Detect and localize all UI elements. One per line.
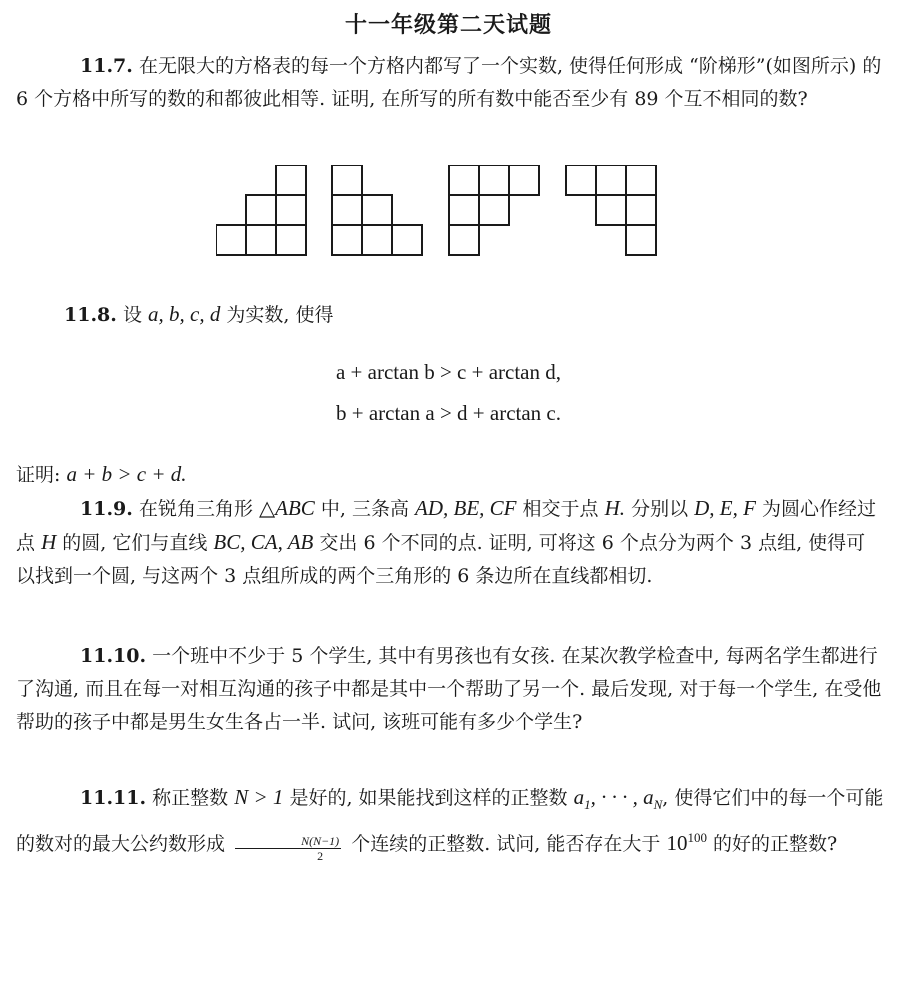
math-fraction bbox=[235, 834, 341, 863]
problem-text: 为圆心作经过点 bbox=[16, 498, 877, 554]
staircase-figures bbox=[216, 165, 686, 260]
problem-text: 中, 三条高 bbox=[320, 498, 409, 520]
problem-number: 11.9. bbox=[80, 498, 133, 520]
problem-11-10 bbox=[16, 640, 884, 739]
fraction-denominator: 2 bbox=[317, 849, 324, 864]
conclusion-expression: a + b > c + d. bbox=[66, 462, 187, 486]
problem-11-8 bbox=[16, 298, 884, 332]
staircase-figure-1 bbox=[216, 165, 306, 255]
math-point: H bbox=[41, 530, 57, 554]
equation-text: a + arctan b > c + arctan d, bbox=[335, 360, 561, 384]
math-subscript: 1 bbox=[584, 797, 591, 813]
problem-11-11 bbox=[16, 781, 884, 863]
problem-number: 11.7. bbox=[80, 55, 133, 77]
problem-text: 交出 6 个不同的点. 证明, 可将这 6 个点分为两个 3 点组, 使得可以找到一个圆, 与这两个 3 点组所成的两个三角形的 6 条边所在直线都相切. bbox=[16, 532, 866, 587]
problem-11-7 bbox=[16, 50, 884, 116]
math-point: H. bbox=[604, 496, 626, 520]
problem-text: 一个班中不少于 5 个学生, 其中有男孩也有女孩. 在某次教学检查中, 每两名学生都进行了沟通, 而且在每一对相互沟通的孩子中都是其中一个帮助了另一个. 最后发现, 对于每一个学生, 在受他帮助的孩子中都是男生女生各占一半. 试问, 该班可能有多少个学生? bbox=[16, 645, 882, 733]
staircase-figure-3 bbox=[449, 165, 539, 255]
problem-text: 设 bbox=[122, 304, 142, 326]
math-altitudes: AD, BE, CF bbox=[415, 496, 517, 520]
problem-number: 11.11. bbox=[80, 787, 147, 809]
problem-text: , 使得它们中的每一个可能的数对的最大公约数形成 bbox=[16, 787, 884, 856]
problem-text: 为实数, 使得 bbox=[226, 304, 334, 326]
problem-text: 个连续的正整数. 试问, 能否存在大于 bbox=[351, 833, 661, 856]
staircase-figure-2 bbox=[332, 165, 422, 255]
math-triangle: △ABC bbox=[259, 496, 315, 520]
fraction-numerator: N(N−1) bbox=[235, 834, 341, 849]
problem-11-8-conclusion bbox=[16, 458, 884, 492]
problem-text: 相交于点 bbox=[522, 498, 599, 520]
problem-11-9 bbox=[16, 492, 884, 593]
math-var: a bbox=[573, 785, 585, 809]
equation-text: b + arctan a > d + arctan c. bbox=[335, 401, 561, 425]
problem-text: 的好的正整数? bbox=[712, 833, 838, 856]
math-sequence bbox=[573, 785, 663, 813]
problem-text: 在无限大的方格表的每一个方格内都写了一个实数, 使得任何形成 “阶梯形”(如图所示) 的 6 个方格中所写的数的和都彼此相等. 证明, 在所写的所有数中能否至少有 89 个互不相同的数? bbox=[16, 55, 882, 110]
math-dots: , · · · , bbox=[590, 785, 644, 809]
problem-text: 分别以 bbox=[631, 498, 689, 520]
staircase-figure-4 bbox=[566, 165, 656, 255]
page-title: 十一年级第二天试题 bbox=[344, 13, 552, 38]
math-lines: BC, CA, AB bbox=[213, 530, 314, 554]
power-base: 10 bbox=[666, 831, 688, 856]
math-condition: N > 1 bbox=[234, 785, 284, 809]
equation-2 bbox=[0, 401, 897, 426]
math-subscript: N bbox=[653, 797, 663, 813]
problem-text: 是好的, 如果能找到这样的正整数 bbox=[289, 787, 568, 809]
math-var: a bbox=[643, 785, 654, 809]
math-power bbox=[666, 831, 707, 855]
equation-1 bbox=[0, 360, 897, 385]
problem-text: 的圆, 它们与直线 bbox=[62, 532, 208, 554]
problem-text: 称正整数 bbox=[152, 787, 229, 809]
power-exponent: 100 bbox=[687, 830, 707, 846]
problem-number: 11.10. bbox=[80, 645, 147, 667]
problem-number: 11.8. bbox=[64, 304, 117, 326]
problem-text: 在锐角三角形 bbox=[138, 498, 253, 520]
conclusion-label: 证明: bbox=[16, 464, 61, 486]
math-points: D, E, F bbox=[694, 496, 756, 520]
math-variables: a, b, c, d bbox=[148, 302, 221, 326]
